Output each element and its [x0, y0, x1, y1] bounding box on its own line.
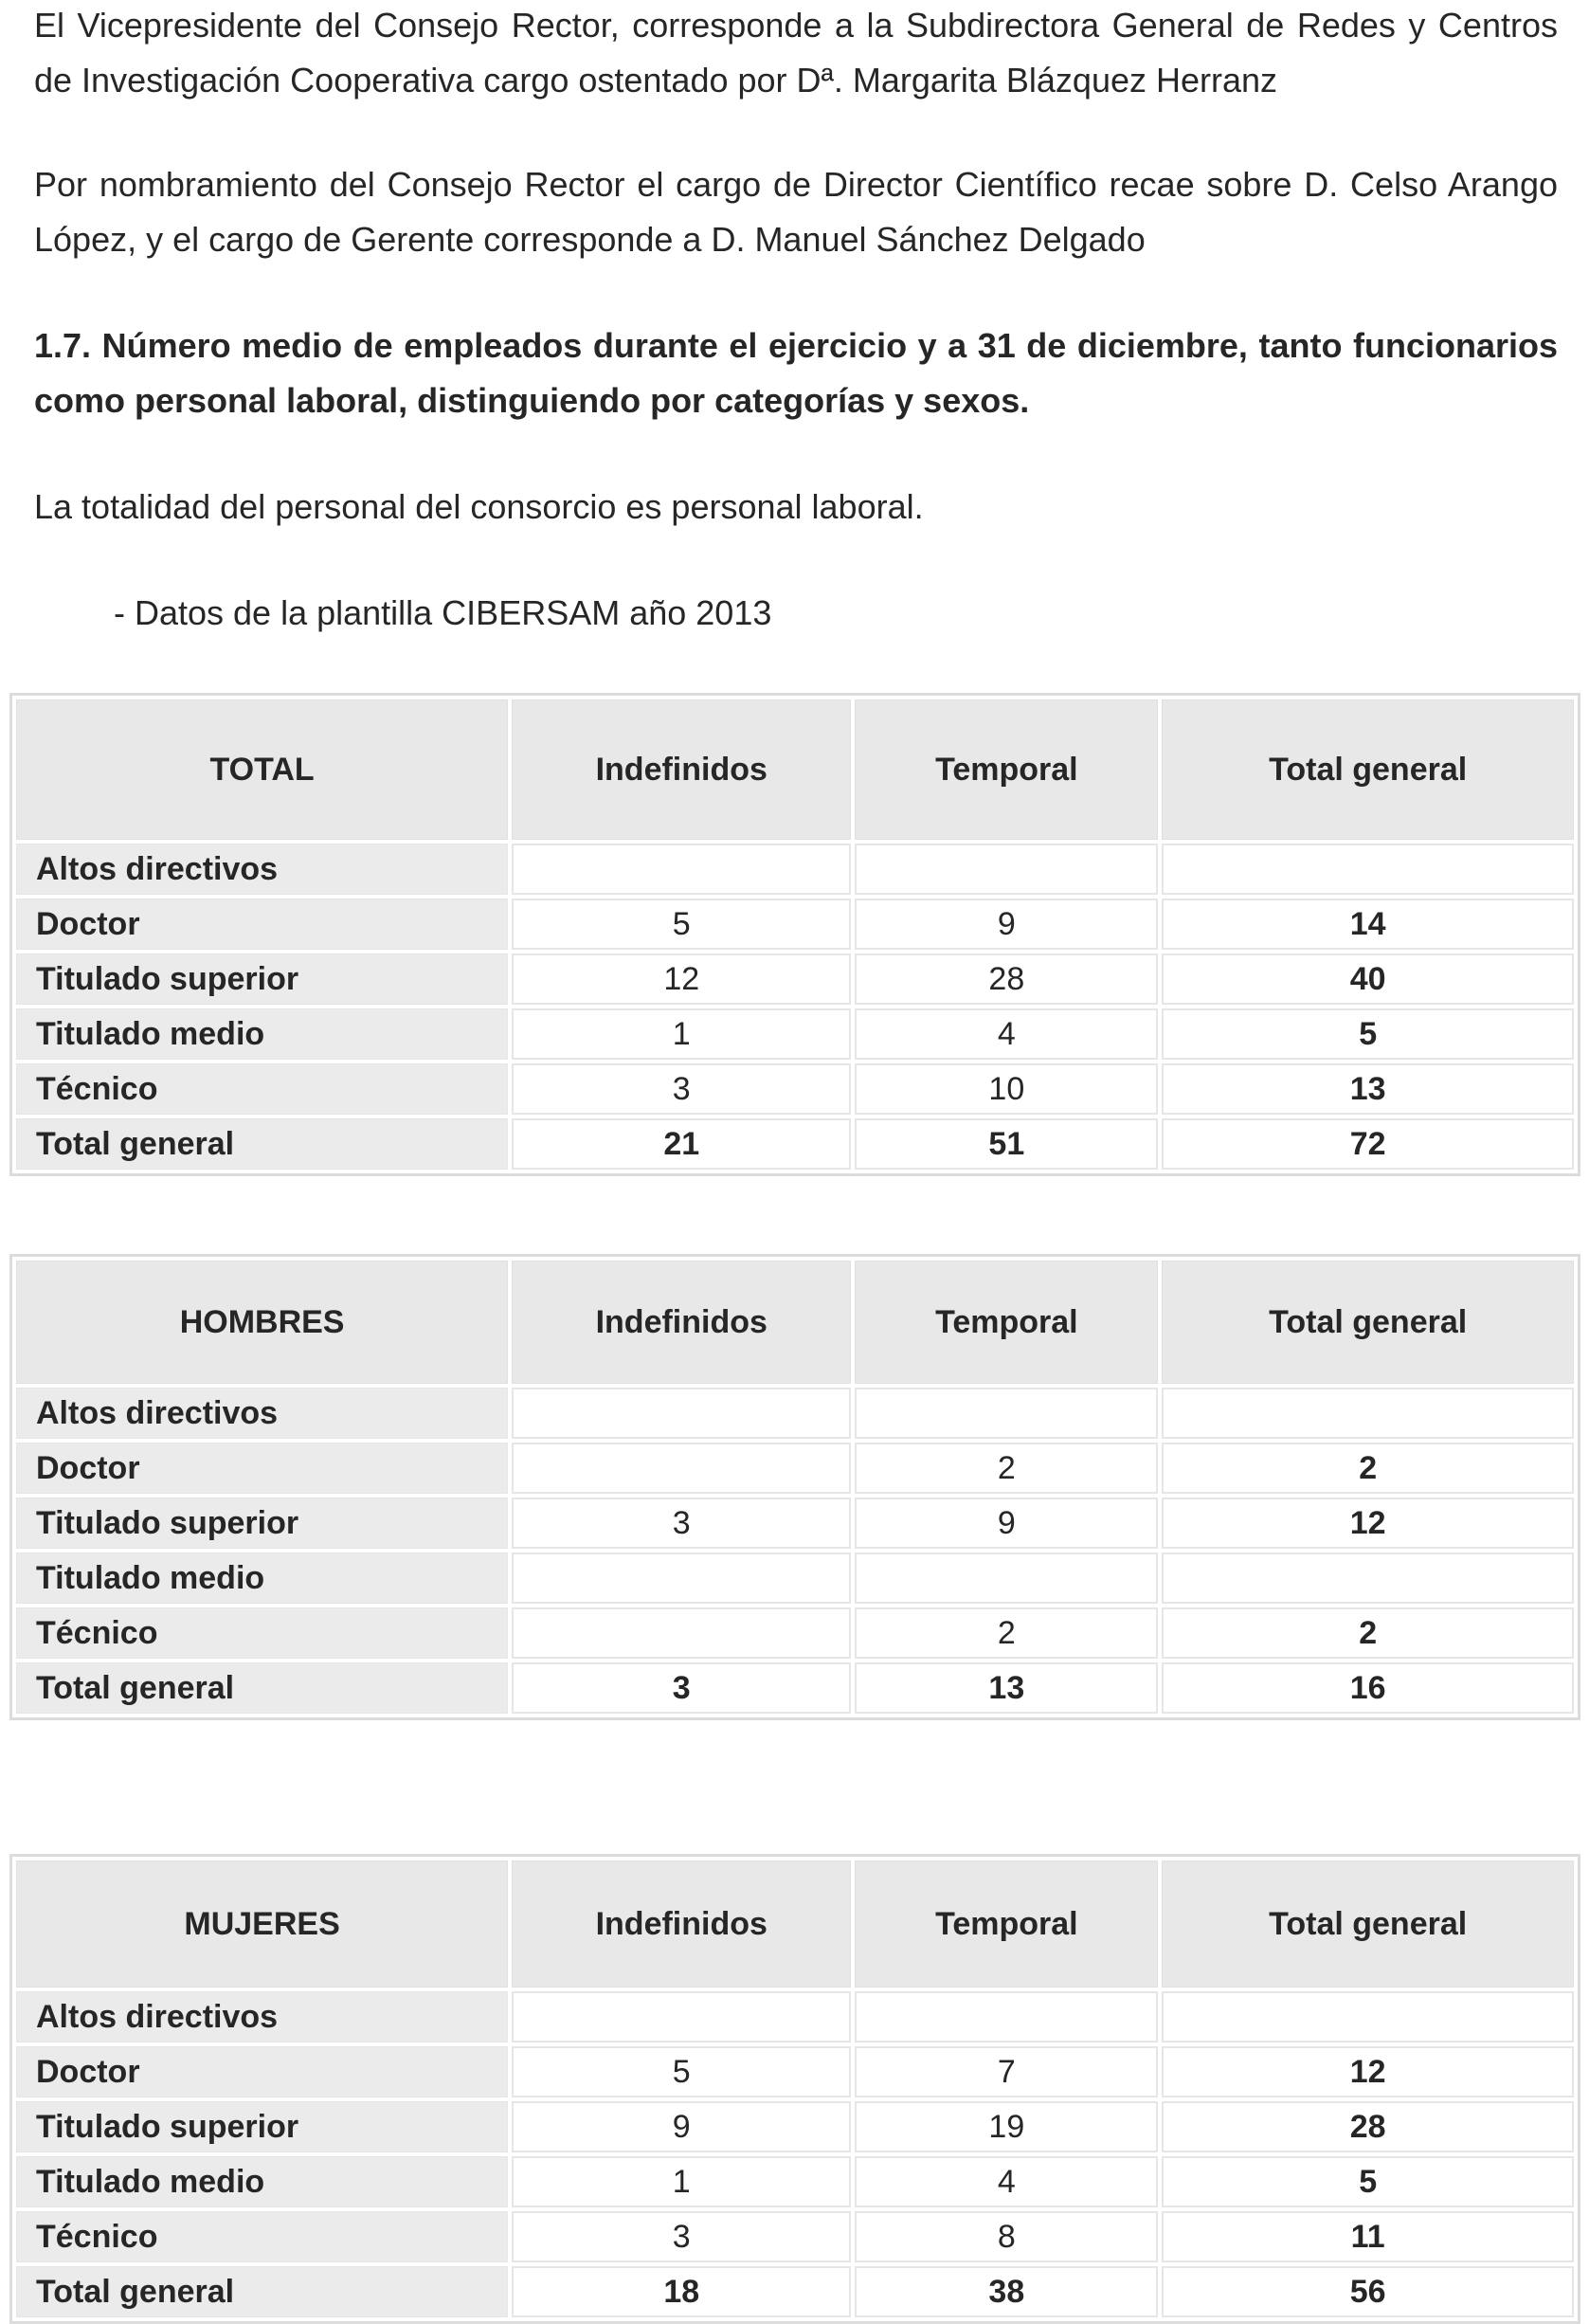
cell-indefinidos: 3 — [512, 1662, 851, 1714]
row-label: Técnico — [16, 2211, 508, 2262]
cell-indefinidos: 5 — [512, 2046, 851, 2097]
cell-total: 14 — [1162, 899, 1574, 950]
cell-temporal: 19 — [855, 2101, 1158, 2152]
cell-temporal: 7 — [855, 2046, 1158, 2097]
row-label: Doctor — [16, 1443, 508, 1494]
cell-indefinidos — [512, 1991, 851, 2043]
cell-temporal — [855, 1552, 1158, 1604]
cell-temporal: 13 — [855, 1662, 1158, 1714]
cell-total: 56 — [1162, 2266, 1574, 2317]
header-indefinidos: Indefinidos — [512, 699, 851, 840]
cell-temporal: 4 — [855, 2156, 1158, 2207]
cell-indefinidos: 1 — [512, 1008, 851, 1060]
header-temporal: Temporal — [855, 699, 1158, 840]
header-total-general: Total general — [1162, 699, 1574, 840]
row-label: Titulado medio — [16, 2156, 508, 2207]
cell-indefinidos — [512, 844, 851, 895]
row-label: Total general — [16, 1118, 508, 1170]
table-row — [16, 2156, 1574, 2207]
cell-total: 13 — [1162, 1063, 1574, 1115]
cell-indefinidos: 12 — [512, 953, 851, 1005]
table-mujeres — [9, 1854, 1580, 2324]
cell-indefinidos: 21 — [512, 1118, 851, 1170]
cell-total: 40 — [1162, 953, 1574, 1005]
cell-total: 28 — [1162, 2101, 1574, 2152]
table-row — [16, 2211, 1574, 2262]
cell-temporal: 10 — [855, 1063, 1158, 1115]
cell-temporal: 2 — [855, 1443, 1158, 1494]
header-indefinidos: Indefinidos — [512, 1861, 851, 1988]
cell-temporal: 38 — [855, 2266, 1158, 2317]
table-title: MUJERES — [16, 1861, 508, 1988]
header-temporal: Temporal — [855, 1861, 1158, 1988]
section-heading-1-7: 1.7. Número medio de empleados durante el ejercicio y a 31 de diciembre, tanto funcionarios como personal laboral, distinguiendo por categorías y sexos. — [34, 326, 1558, 420]
cell-temporal: 9 — [855, 1498, 1158, 1549]
cell-temporal: 9 — [855, 899, 1158, 950]
cell-total — [1162, 1552, 1574, 1604]
table-title: HOMBRES — [16, 1261, 508, 1384]
cell-indefinidos: 5 — [512, 899, 851, 950]
table-row — [16, 953, 1574, 1005]
table-header-row — [16, 1261, 1574, 1384]
row-label: Técnico — [16, 1063, 508, 1115]
cell-indefinidos — [512, 1552, 851, 1604]
row-label: Doctor — [16, 2046, 508, 2097]
table-row — [16, 1991, 1574, 2043]
row-label: Titulado superior — [16, 2101, 508, 2152]
table-row — [16, 1498, 1574, 1549]
row-label: Altos directivos — [16, 844, 508, 895]
cell-total: 16 — [1162, 1662, 1574, 1714]
cell-indefinidos — [512, 1607, 851, 1659]
cell-temporal: 28 — [855, 953, 1158, 1005]
table-row — [16, 2101, 1574, 2152]
table-total — [9, 693, 1580, 1176]
cell-total: 12 — [1162, 2046, 1574, 2097]
table-row — [16, 1063, 1574, 1115]
cell-total: 2 — [1162, 1443, 1574, 1494]
cell-temporal: 4 — [855, 1008, 1158, 1060]
cell-total: 5 — [1162, 2156, 1574, 2207]
cell-temporal — [855, 1388, 1158, 1439]
table-total-row — [16, 1118, 1574, 1170]
cell-temporal: 51 — [855, 1118, 1158, 1170]
header-total-general: Total general — [1162, 1261, 1574, 1384]
staff-table — [12, 696, 1578, 1173]
row-label: Titulado superior — [16, 953, 508, 1005]
table-row — [16, 899, 1574, 950]
cell-indefinidos: 1 — [512, 2156, 851, 2207]
table-hombres — [9, 1254, 1580, 1720]
row-label: Total general — [16, 1662, 508, 1714]
cell-temporal — [855, 1991, 1158, 2043]
table-row — [16, 1552, 1574, 1604]
header-temporal: Temporal — [855, 1261, 1158, 1384]
row-label: Doctor — [16, 899, 508, 950]
cell-total: 72 — [1162, 1118, 1574, 1170]
table-header-row — [16, 1861, 1574, 1988]
row-label: Titulado superior — [16, 1498, 508, 1549]
table-row — [16, 844, 1574, 895]
table-title: TOTAL — [16, 699, 508, 840]
cell-indefinidos — [512, 1388, 851, 1439]
header-indefinidos: Indefinidos — [512, 1261, 851, 1384]
cell-temporal — [855, 844, 1158, 895]
paragraph-personal-laboral: La totalidad del personal del consorcio es personal laboral. — [34, 487, 924, 526]
header-total-general: Total general — [1162, 1861, 1574, 1988]
row-label: Titulado medio — [16, 1008, 508, 1060]
cell-total: 11 — [1162, 2211, 1574, 2262]
list-item-datos-plantilla: - Datos de la plantilla CIBERSAM año 2013 — [114, 593, 772, 632]
row-label: Altos directivos — [16, 1991, 508, 2043]
row-label: Técnico — [16, 1607, 508, 1659]
cell-total — [1162, 844, 1574, 895]
cell-total — [1162, 1388, 1574, 1439]
row-label: Titulado medio — [16, 1552, 508, 1604]
cell-indefinidos: 18 — [512, 2266, 851, 2317]
cell-temporal: 2 — [855, 1607, 1158, 1659]
cell-total: 2 — [1162, 1607, 1574, 1659]
table-total-row — [16, 2266, 1574, 2317]
table-total-row — [16, 1662, 1574, 1714]
table-row — [16, 1388, 1574, 1439]
cell-indefinidos: 3 — [512, 2211, 851, 2262]
table-header-row — [16, 699, 1574, 840]
cell-total: 12 — [1162, 1498, 1574, 1549]
cell-temporal: 8 — [855, 2211, 1158, 2262]
table-row — [16, 2046, 1574, 2097]
row-label: Altos directivos — [16, 1388, 508, 1439]
paragraph-nombramiento: Por nombramiento del Consejo Rector el cargo de Director Científico recae sobre D. Celso Arango López, y el cargo de Gerente corresponde a D. Manuel Sánchez Delgado — [34, 165, 1558, 259]
cell-indefinidos: 3 — [512, 1063, 851, 1115]
cell-indefinidos: 9 — [512, 2101, 851, 2152]
table-row — [16, 1443, 1574, 1494]
staff-table — [12, 1257, 1578, 1717]
cell-total — [1162, 1991, 1574, 2043]
cell-indefinidos: 3 — [512, 1498, 851, 1549]
table-row — [16, 1607, 1574, 1659]
cell-total: 5 — [1162, 1008, 1574, 1060]
cell-indefinidos — [512, 1443, 851, 1494]
row-label: Total general — [16, 2266, 508, 2317]
table-row — [16, 1008, 1574, 1060]
staff-table — [12, 1857, 1578, 2321]
paragraph-vicepresidente: El Vicepresidente del Consejo Rector, corresponde a la Subdirectora General de Redes y Centros de Investigación Cooperativa cargo ostentado por Dª. Margarita Blázquez Herranz — [34, 6, 1558, 100]
